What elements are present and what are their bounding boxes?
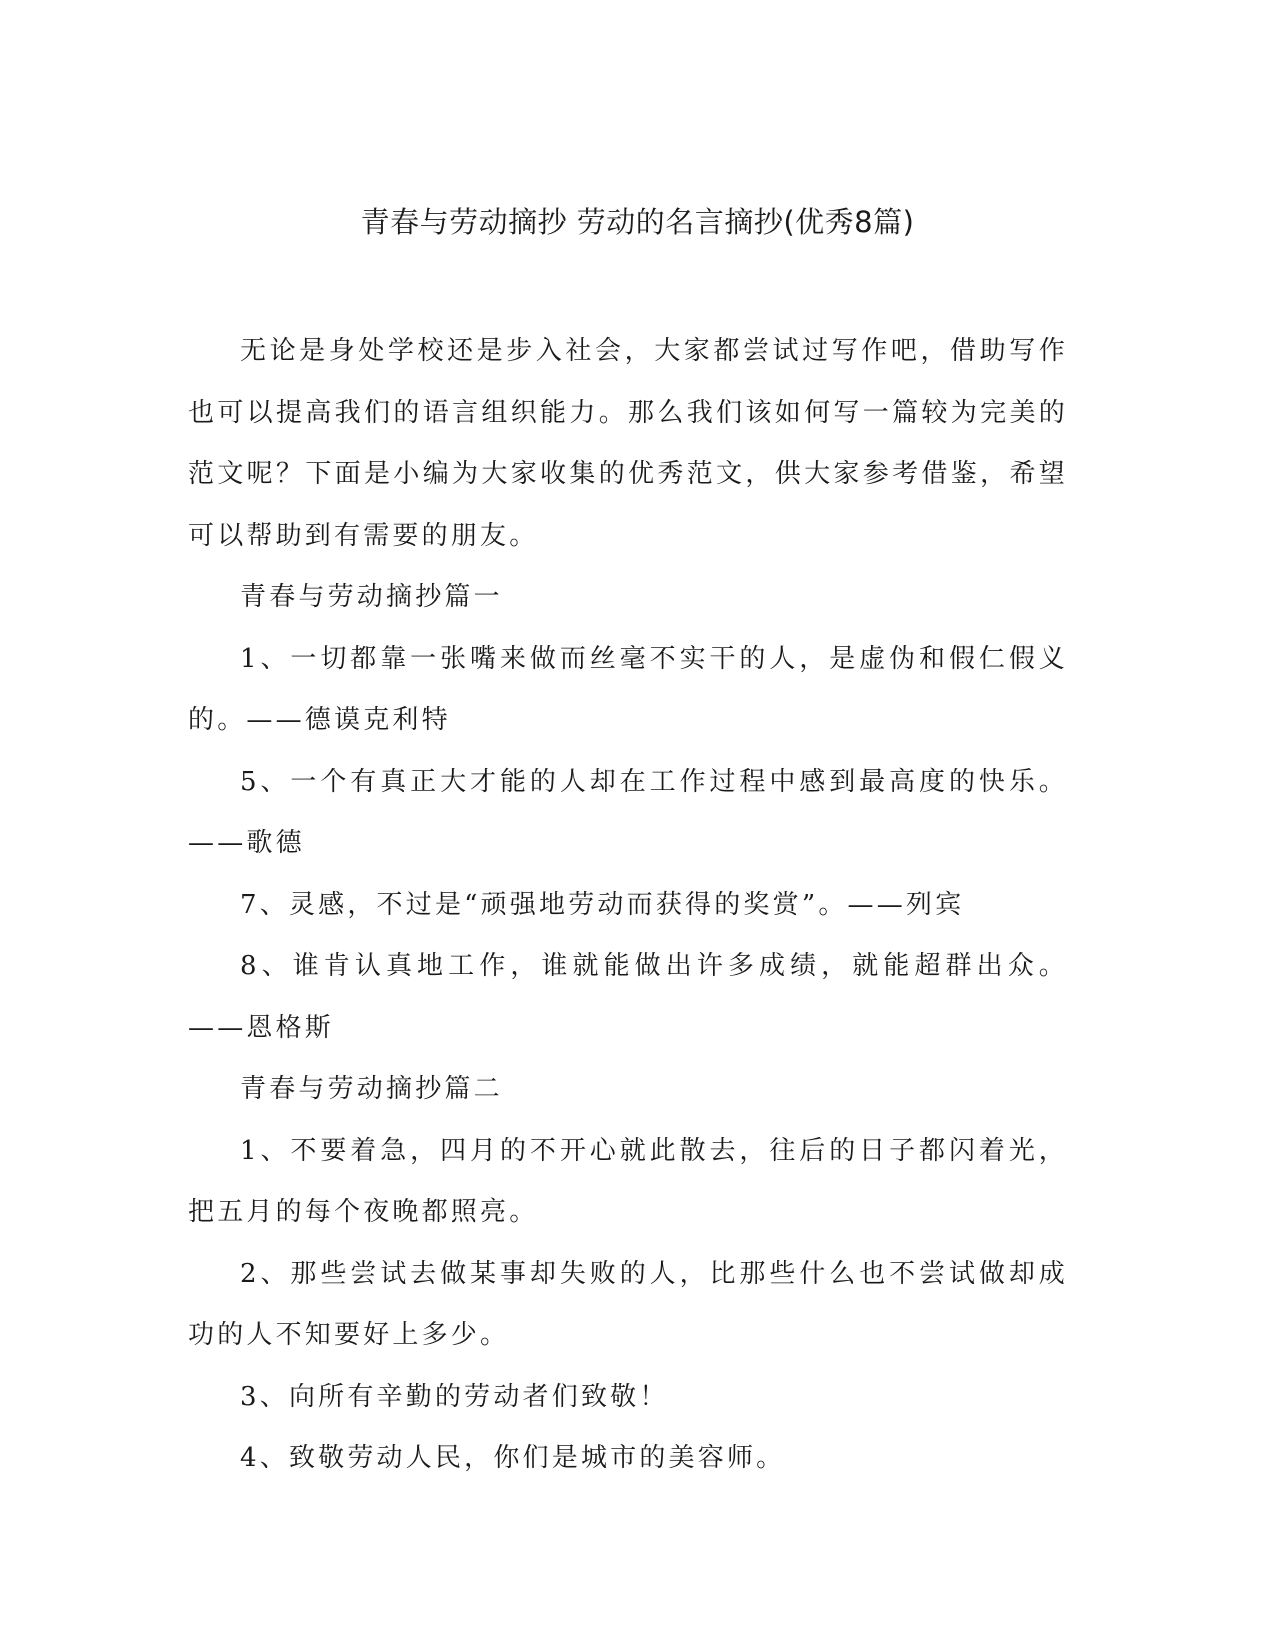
quote-item: 1、不要着急，四月的不开心就此散去，往后的日子都闪着光，把五月的每个夜晚都照亮。 (188, 1135, 1068, 1227)
quote-item: 5、一个有真正大才能的人却在工作过程中感到最高度的快乐。——歌德 (188, 766, 1068, 858)
section-heading-1: 青春与劳动摘抄篇一 (240, 582, 503, 612)
quote-item: 1、一切都靠一张嘴来做而丝毫不实干的人，是虚伪和假仁假义的。——德谟克利特 (188, 643, 1068, 735)
quote-item: 8、谁肯认真地工作，谁就能做出许多成绩，就能超群出众。——恩格斯 (188, 951, 1068, 1043)
quote-item: 2、那些尝试去做某事却失败的人，比那些什么也不尝试做却成功的人不知要好上多少。 (188, 1258, 1068, 1350)
quote-item: 4、致敬劳动人民，你们是城市的美容师。 (240, 1443, 786, 1473)
document-title: 青春与劳动摘抄 劳动的名言摘抄(优秀8篇) (360, 205, 915, 239)
quote-item: 7、灵感，不过是“顽强地劳动而获得的奖赏”。——列宾 (240, 889, 965, 920)
intro-paragraph: 无论是身处学校还是步入社会，大家都尝试过写作吧，借助写作也可以提高我们的语言组织能力。那么我们该如何写一篇较为完美的范文呢？下面是小编为大家收集的优秀范文，供大家参考借鉴，希望可以帮助到有需要的朋友。 (188, 336, 1068, 551)
section-heading-2: 青春与劳动摘抄篇二 (240, 1074, 503, 1104)
quote-item: 3、向所有辛勤的劳动者们致敬！ (240, 1381, 669, 1412)
document-body (188, 321, 1068, 1490)
